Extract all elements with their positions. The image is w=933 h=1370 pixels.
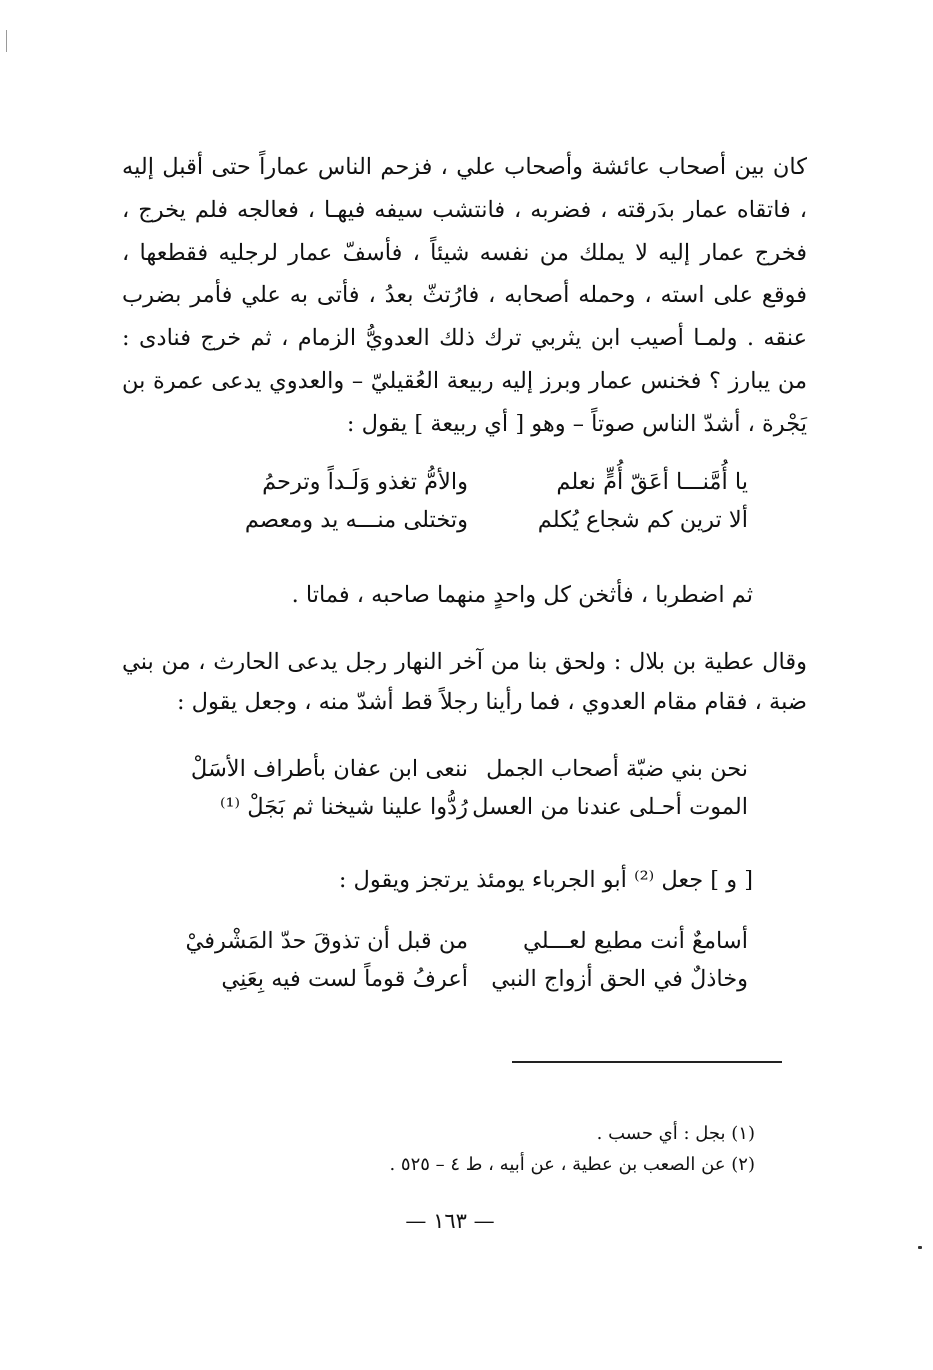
paragraph-narrative-3: وقال عطية بن بلال : ولحق بنا من آخر النهار رجل يدعى الحارث ، من بني ضبة ، فقام مقام العدوي ، فما رأينا رجلاً قط أشدّ منه ، وجعل يقول : <box>122 649 807 715</box>
verse-block-2 <box>178 750 748 826</box>
footnote-separator-rule <box>512 1061 782 1063</box>
verse-block-3 <box>178 922 748 998</box>
footnote-1: (١) بجل : أي حسب . <box>596 1123 755 1144</box>
paragraph-narrative-4: [ و ] جعل ⁽²⁾ أبو الجرباء يومئذ يرتجز ويقول : <box>338 867 753 893</box>
paragraph-narrative-2: ثم اضطربا ، فأثخن كل واحدٍ منهما صاحبه ، فماتا . <box>291 582 753 608</box>
verse-first-hemistich: وخاذلٌ في الحق أزواج النبي <box>491 966 748 992</box>
verse-row <box>178 750 748 788</box>
footnote-2: (٢) عن الصعب بن عطية ، عن أبيه ، ط ٤ – ٥٢٥ . <box>389 1154 755 1175</box>
verse-first-hemistich: يا أُمَّنـــا أعَقّ أُمٍّ نعلم <box>556 469 748 495</box>
verse-second-hemistich: وتختلى منـــه يد ومعصم <box>244 507 468 533</box>
verse-row <box>178 501 748 539</box>
verse-second-hemistich: ننعى ابن عفان بأطراف الأسَلْ <box>190 756 468 782</box>
verse-second-hemistich: من قبل أن تذوقَ حدّ المَشْرفيْ <box>185 928 468 954</box>
verse-row <box>178 463 748 501</box>
verse-first-hemistich: الموت أحـلى عندنا من العسل <box>472 794 748 820</box>
verse-first-hemistich: ألا ترين كم شجاع يُكلم <box>537 507 748 533</box>
scan-edge-mark <box>6 30 7 52</box>
verse-second-hemistich: والأمُّ تغذو وَلَـداً وترحمُ <box>262 469 468 495</box>
verse-first-hemistich: أسامعٌ أنت مطيع لعـــلي <box>522 928 748 954</box>
paragraph-narrative-1: كان بين أصحاب عائشة وأصحاب علي ، فزحم الناس عماراً حتى أقبل إليه ، فاتقاه عمار بدَرقته ، فضربه ، فانتشب سيفه فيهـا ، فعالجه فلم يخرج ، فخرج عمار إليه لا يملك من نفسه شيئاً ، فأسفّ عمار لرجليه فقطعها ، فوقع على استه ، وحمله أصحابه ، فارُتثّ بعدُ ، فأتى به علي فأمر بضرب عنقه . ولمـا أصيب ابن يثربي ترك ذلك العدويُّ الزمام ، ثم خرج فنادى : من يبارز ؟ فخنس عمار وبرز إليه ربيعة العُقيليّ – والعدوي يدعى عمرة بن يَجْرة ، أشدّ الناس صوتاً – وهو [ أي ربيعة ] يقول : <box>122 154 807 437</box>
page-number: — ١٦٣ — <box>405 1209 495 1233</box>
verse-row <box>178 922 748 960</box>
scan-dot-mark <box>918 1246 922 1249</box>
verse-second-hemistich: رُدُّوا علينا شيخنا ثم بَجَلْ ⁽¹⁾ <box>219 794 468 820</box>
verse-second-hemistich: أعرفُ قوماً لست فيه بِعَنِي <box>221 966 468 992</box>
verse-row <box>178 788 748 826</box>
verse-first-hemistich: نحن بني ضبّة أصحاب الجمل <box>486 756 748 782</box>
verse-row <box>178 960 748 998</box>
verse-block-1 <box>178 463 748 539</box>
footnotes <box>195 1118 755 1180</box>
